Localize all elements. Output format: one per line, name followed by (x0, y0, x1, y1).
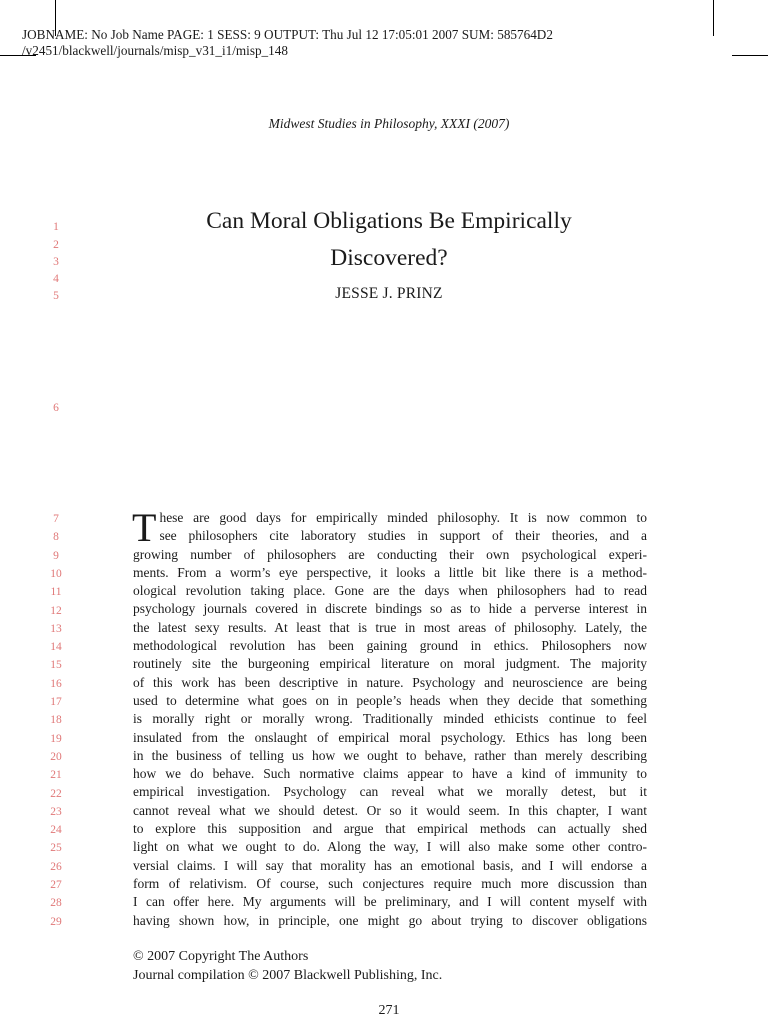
body-line: light on what we ought to do. Along the way, I will also make some other contro- (133, 839, 647, 855)
line-number: 23 (50, 805, 62, 818)
line-number: 26 (50, 860, 62, 873)
line-number: 24 (50, 824, 62, 837)
line-number: 18 (50, 714, 62, 727)
body-line: methodological revolution has been gaining ground in ethics. Philosophers now (133, 638, 647, 654)
line-number: 21 (50, 769, 62, 782)
copyright-line: © 2007 Copyright The Authors (133, 949, 309, 964)
line-number: 4 (53, 273, 59, 285)
line-number: 28 (50, 897, 62, 910)
body-line: used to determine what goes on in people’s heads when they decide that something (133, 692, 647, 708)
body-line: having shown how, in principle, one might go about trying to discover obligations (133, 912, 647, 928)
line-number: 17 (50, 696, 62, 708)
line-number: 27 (50, 879, 62, 891)
body-line: I can offer here. My arguments will be preliminary, and I will content myself with (133, 894, 647, 910)
line-number: 16 (50, 677, 62, 690)
article-title-line-1: Can Moral Obligations Be Empirically (206, 208, 572, 234)
body-line: insulated from the onslaught of empirical moral psychology. Ethics has long been (133, 729, 647, 745)
file-path-line: /v2451/blackwell/journals/misp_v31_i1/misp_148 (22, 43, 288, 58)
body-line: form of relativism. Of course, such conjectures require much more discussion than (133, 875, 647, 891)
body-line: ological revolution taking place. Gone are the days when philosophers had to read (133, 583, 647, 599)
body-line: empirical investigation. Psychology can reveal what we morally detest, but it (133, 784, 647, 800)
body-line: hese are good days for empirically minded philosophy. It is now common to (159, 510, 647, 525)
line-number: 7 (53, 513, 59, 525)
body-line: the latest sexy results. At least that is true in most areas of philosophy. Lately, the (133, 619, 647, 635)
line-number: 19 (50, 732, 62, 745)
body-line: see philosophers cite laboratory studies in support of their theories, and a (159, 528, 647, 544)
line-number: 25 (50, 842, 62, 855)
body-line: psychology journals covered in discrete bindings so as to hide a perverse interest in (133, 601, 647, 617)
line-number: 10 (50, 567, 62, 580)
body-line: in the business of telling us how we ought to behave, rather than merely describing (133, 747, 647, 763)
line-number: 14 (50, 641, 62, 654)
body-line: to explore this supposition and argue that empirical methods can actually shed (133, 821, 647, 837)
line-number: 12 (50, 604, 62, 617)
body-line: ments. From a worm’s eye perspective, it looks a little bit like there is a method- (133, 564, 647, 580)
body-line: growing number of philosophers are conducting their own psychological experi- (133, 546, 647, 562)
body-line: routinely site the burgeoning empirical literature on moral judgment. The majority (133, 656, 647, 672)
line-number: 5 (53, 290, 59, 302)
line-number: 22 (50, 787, 62, 800)
line-number: 20 (50, 750, 62, 763)
line-number: 6 (53, 402, 59, 414)
body-lines (132, 505, 647, 930)
article-body (132, 505, 647, 930)
line-number: 13 (50, 622, 62, 635)
journal-title: Midwest Studies in Philosophy, XXXI (2007) (268, 116, 510, 131)
line-number: 3 (53, 256, 59, 268)
article-title-line-2: Discovered? (330, 245, 448, 271)
body-line: versial claims. I will say that morality has an emotional basis, and I will endorse a (133, 857, 647, 873)
line-number: 2 (53, 239, 59, 251)
drop-cap: T (132, 505, 157, 550)
job-info-line: JOBNAME: No Job Name PAGE: 1 SESS: 9 OUTPUT: Thu Jul 12 17:05:01 2007 SUM: 585764D2 (22, 27, 553, 42)
body-line: how we do behave. Such normative claims appear to have a kind of immunity to (133, 766, 647, 782)
copyright-footer (133, 947, 442, 985)
body-line: is morally right or morally wrong. Traditionally minded ethicists continue to feel (133, 711, 647, 727)
crop-mark-top-right-horizontal (732, 55, 768, 56)
line-number: 8 (53, 531, 59, 544)
line-number: 9 (53, 549, 59, 562)
author-name: JESSE J. PRINZ (335, 285, 443, 302)
compilation-line: Journal compilation © 2007 Blackwell Publishing, Inc. (133, 968, 443, 983)
crop-mark-top-right-vertical (713, 0, 714, 36)
line-number: 11 (50, 586, 62, 599)
body-line: cannot reveal what we should detest. Or so it would seem. In this chapter, I want (133, 802, 647, 818)
page-number: 271 (378, 1003, 400, 1018)
line-number: 1 (53, 221, 59, 233)
line-number: 15 (50, 659, 62, 672)
body-line: of this work has been descriptive in nature. Psychology and neuroscience are being (133, 674, 647, 690)
line-number: 29 (50, 915, 62, 928)
